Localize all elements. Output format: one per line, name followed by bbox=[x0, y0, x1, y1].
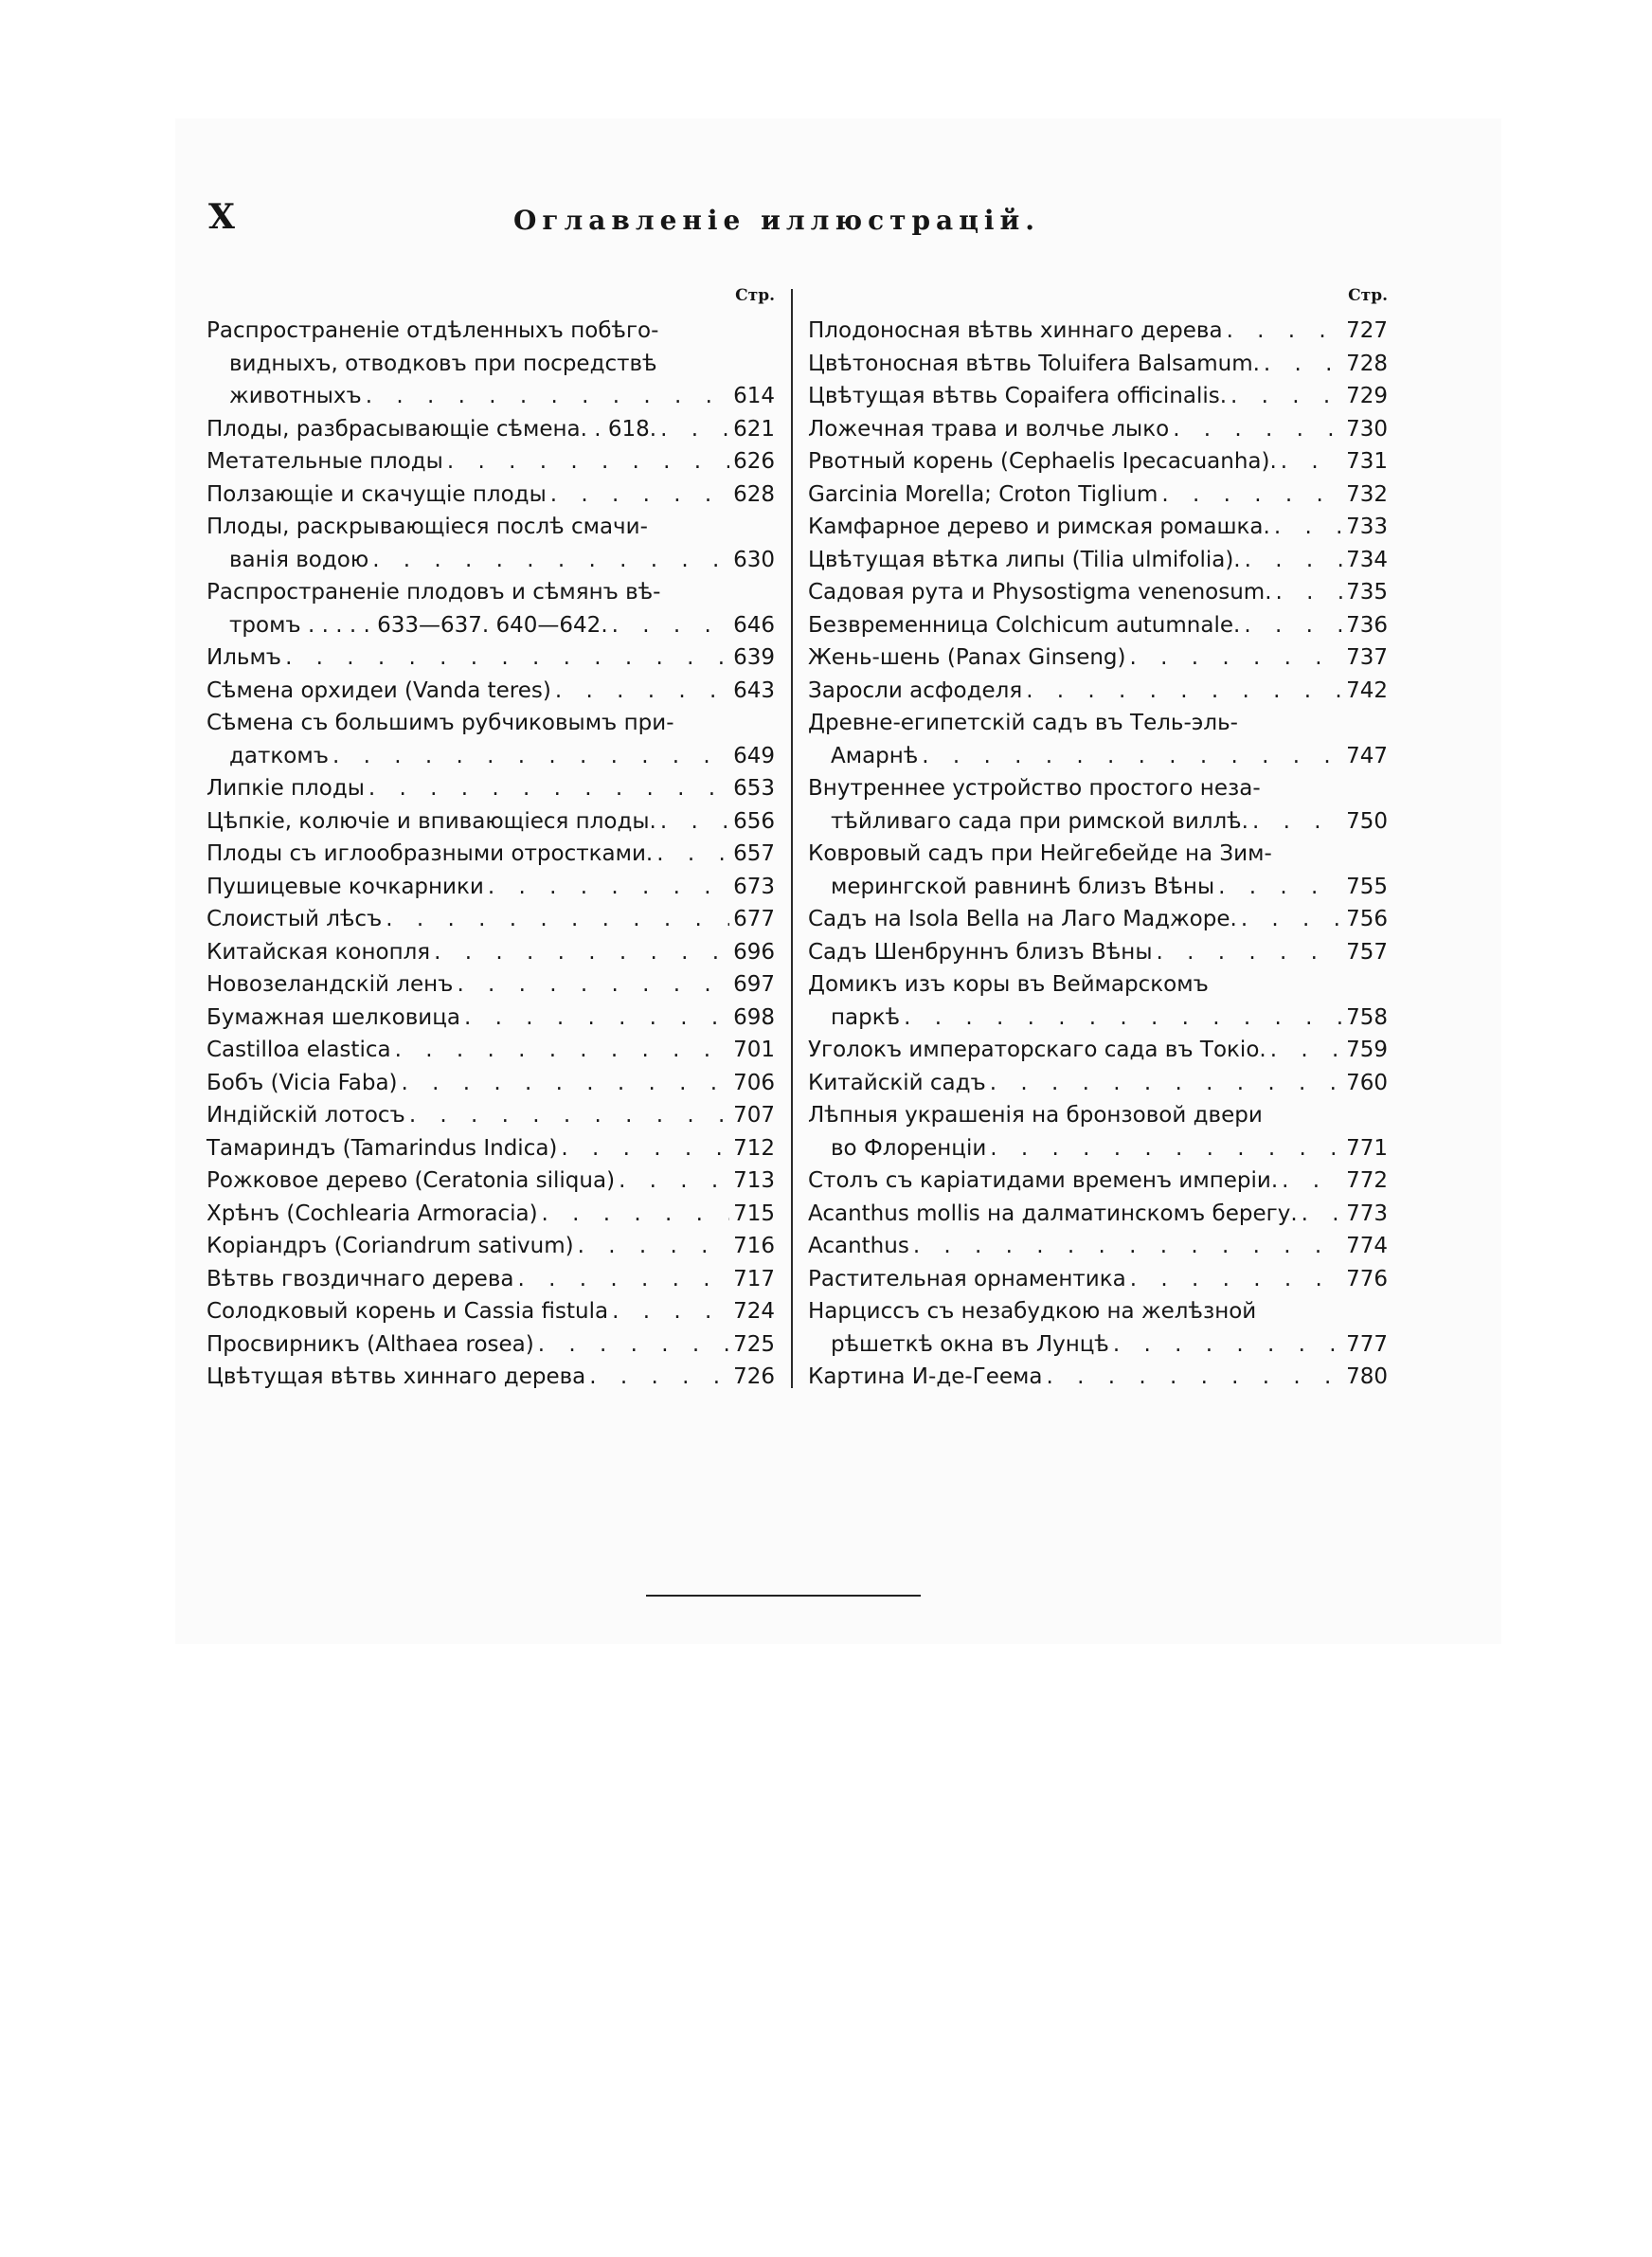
entry-page: 628 bbox=[733, 481, 775, 507]
toc-entry bbox=[206, 707, 775, 772]
dot-leader bbox=[453, 968, 729, 1002]
toc-entry bbox=[808, 348, 1388, 381]
dot-leader bbox=[534, 1328, 729, 1362]
dot-leader bbox=[329, 740, 729, 773]
dot-leader bbox=[1248, 805, 1342, 839]
entry-last-line bbox=[206, 1230, 775, 1263]
entry-text-line: Домикъ изъ коры въ Веймарскомъ bbox=[808, 972, 1209, 997]
page-header bbox=[208, 197, 1383, 254]
toc-entry bbox=[808, 1198, 1388, 1231]
dot-leader bbox=[1126, 1263, 1342, 1296]
toc-entry bbox=[206, 1295, 775, 1328]
entry-page: 712 bbox=[733, 1135, 775, 1161]
toc-entry bbox=[808, 544, 1388, 577]
toc-entry bbox=[808, 707, 1388, 772]
dot-leader bbox=[1298, 1198, 1342, 1231]
entry-last-line bbox=[206, 1034, 775, 1067]
toc-entry bbox=[808, 838, 1388, 903]
entry-page: 698 bbox=[733, 1004, 775, 1030]
dot-leader bbox=[398, 1067, 729, 1100]
entry-title: Уголокъ императорскаго сада въ Токіо. bbox=[808, 1038, 1266, 1062]
toc-entry bbox=[206, 478, 775, 512]
dot-leader bbox=[391, 1034, 729, 1067]
toc-entry bbox=[206, 1002, 775, 1035]
dot-leader bbox=[608, 1295, 729, 1328]
dot-leader bbox=[909, 1230, 1342, 1263]
entry-last-line bbox=[206, 871, 775, 904]
entry-title: животныхъ bbox=[229, 384, 362, 408]
entry-last-line bbox=[206, 445, 775, 478]
entry-last-line bbox=[206, 609, 775, 642]
entry-page: 729 bbox=[1346, 384, 1388, 408]
entry-title: Жень-шень (Panax Ginseng) bbox=[808, 645, 1126, 670]
dot-leader bbox=[538, 1198, 729, 1231]
entry-title: во Флоренціи bbox=[831, 1135, 987, 1161]
toc-entry bbox=[808, 576, 1388, 609]
entry-last-line bbox=[808, 805, 1388, 839]
toc-entry bbox=[206, 445, 775, 478]
toc-entry bbox=[808, 675, 1388, 708]
toc-entry bbox=[206, 903, 775, 936]
toc-entry bbox=[808, 968, 1388, 1034]
entry-title: Ложечная трава и волчье лыко bbox=[808, 416, 1170, 442]
entry-text-line: видныхъ, отводковъ при посредствѣ bbox=[229, 351, 657, 376]
entry-title: Садъ Шенбруннъ близъ Вѣны bbox=[808, 939, 1153, 965]
page-number: X bbox=[208, 197, 235, 237]
toc-entry bbox=[206, 641, 775, 675]
entry-last-line bbox=[808, 511, 1388, 544]
toc-entry bbox=[206, 576, 775, 641]
entry-title: Плоды съ иглообразными отростками. bbox=[206, 841, 654, 866]
entry-last-line bbox=[206, 740, 775, 773]
toc-entry bbox=[808, 1230, 1388, 1263]
entry-text-line: Сѣмена съ большимъ рубчиковымъ при- bbox=[206, 711, 674, 735]
toc-entry bbox=[206, 1165, 775, 1198]
dot-leader bbox=[1158, 478, 1342, 512]
entry-page: 649 bbox=[733, 743, 775, 768]
entry-page: 701 bbox=[733, 1038, 775, 1062]
toc-entry bbox=[206, 1198, 775, 1231]
dot-leader bbox=[1277, 445, 1342, 478]
entry-title: Солодковый корень и Cassia fistula bbox=[206, 1299, 609, 1324]
dot-leader bbox=[585, 1361, 729, 1394]
entry-page: 697 bbox=[733, 972, 775, 997]
entry-title: Цвѣтущая вѣтвь Copaifera officinalis. bbox=[808, 384, 1228, 408]
entry-page: 776 bbox=[1346, 1266, 1388, 1291]
entry-title: мерингской равнинѣ близъ Вѣны bbox=[831, 874, 1215, 899]
entry-title: Garcinia Morella; Croton Tiglium bbox=[808, 481, 1158, 507]
entry-last-line bbox=[808, 478, 1388, 512]
entry-page: 717 bbox=[733, 1266, 775, 1291]
dot-leader bbox=[1241, 544, 1342, 577]
entry-last-line bbox=[206, 544, 775, 577]
entry-title: ванія водою bbox=[229, 547, 369, 572]
entry-last-line bbox=[206, 1132, 775, 1165]
entry-title: Рожковое дерево (Ceratonia siliqua) bbox=[206, 1168, 616, 1193]
entry-page: 757 bbox=[1346, 939, 1388, 965]
toc-entry bbox=[808, 445, 1388, 478]
entry-page: 756 bbox=[1346, 907, 1388, 931]
entry-last-line bbox=[808, 903, 1388, 936]
entry-last-line bbox=[808, 1328, 1388, 1362]
toc-entry bbox=[808, 903, 1388, 936]
toc-entry bbox=[808, 1099, 1388, 1165]
column-divider bbox=[791, 289, 793, 1388]
entry-last-line bbox=[808, 936, 1388, 969]
toc-entry bbox=[808, 478, 1388, 512]
entry-text-line: Плоды, раскрывающіеся послѣ смачи- bbox=[206, 515, 648, 539]
entry-page: 728 bbox=[1346, 351, 1388, 376]
left-column bbox=[206, 286, 775, 1394]
entry-page: 726 bbox=[733, 1364, 775, 1389]
entry-page: 630 bbox=[733, 547, 775, 572]
toc-entry bbox=[808, 413, 1388, 446]
entry-page: 759 bbox=[1346, 1038, 1388, 1062]
entry-page: 639 bbox=[733, 645, 775, 670]
dot-leader bbox=[1272, 576, 1342, 609]
toc-entry bbox=[808, 772, 1388, 838]
dot-leader bbox=[656, 805, 729, 839]
entry-title: даткомъ bbox=[229, 743, 329, 768]
dot-leader bbox=[986, 1132, 1342, 1165]
dot-leader bbox=[615, 1165, 729, 1198]
entry-page: 734 bbox=[1346, 547, 1388, 572]
entry-page: 760 bbox=[1346, 1070, 1388, 1095]
entry-page: 731 bbox=[1346, 449, 1388, 474]
toc-entry bbox=[206, 838, 775, 871]
toc-entry bbox=[206, 1230, 775, 1263]
entry-last-line bbox=[206, 968, 775, 1002]
dot-leader bbox=[1126, 641, 1343, 675]
toc-entry bbox=[808, 1034, 1388, 1067]
entry-last-line bbox=[206, 838, 775, 871]
entry-page: 656 bbox=[733, 808, 775, 834]
dot-leader bbox=[1042, 1361, 1342, 1394]
toc-entry bbox=[808, 380, 1388, 413]
entry-last-line bbox=[206, 772, 775, 805]
entry-last-line bbox=[808, 609, 1388, 642]
entry-last-line bbox=[808, 348, 1388, 381]
entry-title: Рвотный корень (Cephaelis Ipecacuanha). bbox=[808, 449, 1277, 474]
entry-page: 772 bbox=[1346, 1168, 1388, 1193]
entry-last-line bbox=[206, 1361, 775, 1394]
entry-title: Метательные плоды bbox=[206, 449, 443, 474]
toc-entry bbox=[206, 936, 775, 969]
entry-last-line bbox=[808, 445, 1388, 478]
entry-title: рѣшеткѣ окна въ Лунцѣ bbox=[831, 1331, 1109, 1357]
dot-leader bbox=[513, 1263, 729, 1296]
dot-leader bbox=[1214, 871, 1342, 904]
entry-page: 614 bbox=[733, 384, 775, 408]
dot-leader bbox=[1223, 315, 1342, 348]
entry-last-line bbox=[206, 675, 775, 708]
entry-text-line: Нарциссъ съ незабудкою на желѣзной bbox=[808, 1299, 1257, 1324]
toc-entry bbox=[206, 1263, 775, 1296]
entry-last-line bbox=[808, 675, 1388, 708]
dot-leader bbox=[1227, 380, 1342, 413]
dot-leader bbox=[1240, 609, 1342, 642]
entry-title: Безвременница Colchicum autumnale. bbox=[808, 612, 1241, 638]
column-page-label: Стр. bbox=[735, 286, 775, 305]
dot-leader bbox=[1109, 1328, 1342, 1362]
toc-entry bbox=[206, 1034, 775, 1067]
entry-page: 713 bbox=[733, 1168, 775, 1193]
entry-title: Амарнѣ bbox=[831, 743, 919, 768]
entry-title: Тамариндъ (Tamarindus Indica) bbox=[206, 1135, 558, 1161]
entry-text-line: Распространеніе плодовъ и сѣмянъ вѣ- bbox=[206, 580, 661, 605]
entry-page: 724 bbox=[733, 1299, 775, 1324]
entry-text-line: Ковровый садъ при Нейгебейде на Зим- bbox=[808, 841, 1272, 866]
page-title: Оглавленіе иллюстрацій. bbox=[512, 205, 1041, 236]
entry-title: Растительная орнаментика bbox=[808, 1266, 1126, 1291]
entry-page: 774 bbox=[1346, 1234, 1388, 1258]
entry-last-line bbox=[808, 576, 1388, 609]
entry-page: 673 bbox=[733, 874, 775, 899]
entry-title: Acanthus mollis на далматинскомъ берегу. bbox=[808, 1201, 1298, 1226]
entry-last-line bbox=[808, 1034, 1388, 1067]
entry-last-line bbox=[808, 1263, 1388, 1296]
entry-page: 777 bbox=[1346, 1331, 1388, 1357]
toc-entry bbox=[808, 511, 1388, 544]
entry-last-line bbox=[206, 936, 775, 969]
entry-text-line: Лѣпныя украшенія на бронзовой двери bbox=[808, 1103, 1263, 1128]
entry-page: 773 bbox=[1346, 1201, 1388, 1226]
closing-rule bbox=[646, 1595, 921, 1597]
toc-entry bbox=[206, 968, 775, 1002]
entry-page: 730 bbox=[1346, 416, 1388, 442]
entry-page: 696 bbox=[733, 939, 775, 965]
entry-last-line bbox=[808, 1198, 1388, 1231]
dot-leader bbox=[1270, 511, 1342, 544]
dot-leader bbox=[1278, 1165, 1342, 1198]
entry-title: Новозеландскій ленъ bbox=[206, 972, 454, 997]
entry-page: 747 bbox=[1346, 743, 1388, 768]
toc-entry bbox=[206, 413, 775, 446]
entry-title: Пушицевые кочкарники bbox=[206, 874, 484, 899]
toc-entry bbox=[206, 675, 775, 708]
toc-entry bbox=[206, 1328, 775, 1362]
entry-page: 780 bbox=[1346, 1364, 1388, 1389]
toc-entry bbox=[808, 1295, 1388, 1361]
entry-title: Садъ на Isola Bella на Лаго Маджоре. bbox=[808, 907, 1237, 931]
entry-page: 750 bbox=[1346, 808, 1388, 834]
dot-leader bbox=[1237, 903, 1342, 936]
entry-title: Заросли асфоделя bbox=[808, 677, 1023, 703]
entry-page: 755 bbox=[1346, 874, 1388, 899]
toc-entry bbox=[808, 1263, 1388, 1296]
entry-page: 621 bbox=[733, 416, 775, 442]
dot-leader bbox=[362, 380, 729, 413]
entry-title: Ползающіе и скачущіе плоды bbox=[206, 481, 547, 507]
entry-last-line bbox=[808, 1361, 1388, 1394]
entry-last-line bbox=[206, 1002, 775, 1035]
dot-leader bbox=[656, 413, 729, 446]
entry-title: Бобъ (Vicia Faba) bbox=[206, 1070, 398, 1095]
dot-leader bbox=[484, 871, 729, 904]
dot-leader bbox=[900, 1002, 1342, 1035]
left-entries bbox=[206, 315, 775, 1394]
entry-title: Садовая рута и Physostigma venenosum. bbox=[808, 580, 1272, 605]
entry-title: Камфарное дерево и римская ромашка. bbox=[808, 515, 1270, 539]
dot-leader bbox=[1153, 936, 1343, 969]
toc-entry bbox=[808, 641, 1388, 675]
entry-page: 707 bbox=[733, 1103, 775, 1128]
column-page-label: Стр. bbox=[1348, 286, 1388, 305]
dot-leader bbox=[368, 544, 729, 577]
entry-last-line bbox=[206, 478, 775, 512]
dot-leader bbox=[281, 641, 729, 675]
toc-entry bbox=[808, 315, 1388, 348]
entry-last-line bbox=[206, 805, 775, 839]
entry-title: Столъ съ каріатидами временъ имперіи. bbox=[808, 1168, 1279, 1193]
entry-title: Индійскій лотосъ bbox=[206, 1103, 405, 1128]
toc-entry bbox=[808, 936, 1388, 969]
entry-page: 727 bbox=[1346, 318, 1388, 343]
dot-leader bbox=[1266, 1034, 1342, 1067]
entry-last-line bbox=[808, 544, 1388, 577]
entry-page: 742 bbox=[1346, 677, 1388, 703]
entry-last-line bbox=[206, 1263, 775, 1296]
entry-page: 725 bbox=[733, 1331, 775, 1357]
entry-title: Хрѣнъ (Cochlearia Armoracia) bbox=[206, 1201, 538, 1226]
entry-text-line: Распространеніе отдѣленныхъ побѣго- bbox=[206, 318, 659, 343]
entry-title: Слоистый лѣсъ bbox=[206, 907, 383, 931]
entry-title: Цвѣтущая вѣтвь хиннаго дерева bbox=[206, 1364, 586, 1389]
toc-entry bbox=[206, 1361, 775, 1394]
entry-title: Цвѣтущая вѣтка липы (Tilia ulmifolia). bbox=[808, 547, 1241, 572]
entry-page: 771 bbox=[1346, 1135, 1388, 1161]
dot-leader bbox=[443, 445, 729, 478]
dot-leader bbox=[608, 609, 729, 642]
entry-text-line: Внутреннее устройство простого неза- bbox=[808, 776, 1261, 801]
dot-leader bbox=[986, 1067, 1342, 1100]
entry-last-line bbox=[206, 1328, 775, 1362]
entry-last-line bbox=[808, 641, 1388, 675]
entry-text-line: Древне-египетскій садъ въ Тель-эль- bbox=[808, 711, 1238, 735]
dot-leader bbox=[547, 478, 729, 512]
toc-entry bbox=[206, 1099, 775, 1132]
toc-entry bbox=[808, 1067, 1388, 1100]
entry-last-line bbox=[808, 1165, 1388, 1198]
entry-title: Цвѣтоносная вѣтвь Toluifera Balsamum. bbox=[808, 351, 1260, 376]
dot-leader bbox=[918, 740, 1342, 773]
toc-entry bbox=[206, 1067, 775, 1100]
entry-title: Коріандръ (Coriandrum sativum) bbox=[206, 1234, 574, 1258]
entry-page: 646 bbox=[733, 612, 775, 638]
entry-title: тѣйливаго сада при римской виллѣ. bbox=[831, 808, 1248, 834]
right-column bbox=[808, 286, 1388, 1394]
entry-title: Цѣпкіе, колючіе и впивающіеся плоды. bbox=[206, 808, 656, 834]
entry-title: Вѣтвь гвоздичнаго дерева bbox=[206, 1266, 514, 1291]
entry-last-line bbox=[206, 1295, 775, 1328]
entry-page: 643 bbox=[733, 677, 775, 703]
right-entries bbox=[808, 315, 1388, 1394]
entry-last-line bbox=[206, 380, 775, 413]
dot-leader bbox=[653, 838, 729, 871]
entry-title: Китайскій садъ bbox=[808, 1070, 986, 1095]
entry-page: 657 bbox=[733, 841, 775, 866]
dot-leader bbox=[574, 1230, 729, 1263]
dot-leader bbox=[551, 675, 729, 708]
toc-entry bbox=[808, 609, 1388, 642]
entry-page: 732 bbox=[1346, 481, 1388, 507]
entry-last-line bbox=[808, 871, 1388, 904]
dot-leader bbox=[1169, 413, 1342, 446]
entry-page: 653 bbox=[733, 776, 775, 801]
toc-entry bbox=[206, 315, 775, 413]
dot-leader bbox=[1260, 348, 1342, 381]
entry-title: Бумажная шелковица bbox=[206, 1004, 460, 1030]
entry-page: 706 bbox=[733, 1070, 775, 1095]
entry-last-line bbox=[808, 740, 1388, 773]
entry-page: 736 bbox=[1346, 612, 1388, 638]
entry-last-line bbox=[206, 1099, 775, 1132]
dot-leader bbox=[382, 903, 729, 936]
entry-last-line bbox=[808, 1002, 1388, 1035]
entry-title: Китайская конопля bbox=[206, 939, 431, 965]
entry-title: Плоды, разбрасывающіе сѣмена. . 618. bbox=[206, 416, 657, 442]
entry-last-line bbox=[206, 1198, 775, 1231]
entry-last-line bbox=[808, 315, 1388, 348]
entry-page: 626 bbox=[733, 449, 775, 474]
entry-title: паркѣ bbox=[831, 1004, 901, 1030]
entry-last-line bbox=[206, 1165, 775, 1198]
entry-last-line bbox=[206, 1067, 775, 1100]
toc-entry bbox=[808, 1361, 1388, 1394]
entry-title: Сѣмена орхидеи (Vanda teres) bbox=[206, 677, 551, 703]
entry-last-line bbox=[808, 413, 1388, 446]
entry-title: Castilloa elastica bbox=[206, 1038, 391, 1062]
entry-title: Ильмъ bbox=[206, 645, 282, 670]
entry-title: Картина И-де-Геема bbox=[808, 1364, 1043, 1389]
entry-title: Просвирникъ (Althaea rosea) bbox=[206, 1331, 534, 1357]
toc-entry bbox=[206, 511, 775, 576]
dot-leader bbox=[365, 772, 729, 805]
dot-leader bbox=[405, 1099, 729, 1132]
entry-last-line bbox=[808, 1067, 1388, 1100]
entry-page: 737 bbox=[1346, 645, 1388, 670]
toc-entry bbox=[206, 772, 775, 805]
entry-page: 677 bbox=[733, 907, 775, 931]
dot-leader bbox=[460, 1002, 729, 1035]
entry-page: 735 bbox=[1346, 580, 1388, 605]
entry-page: 715 bbox=[733, 1201, 775, 1226]
entry-page: 716 bbox=[733, 1234, 775, 1258]
entry-title: Плодоносная вѣтвь хиннаго дерева bbox=[808, 318, 1223, 343]
toc-entry bbox=[206, 1132, 775, 1165]
toc-entry bbox=[206, 871, 775, 904]
toc-entry bbox=[206, 805, 775, 839]
entry-last-line bbox=[808, 1230, 1388, 1263]
dot-leader bbox=[430, 936, 729, 969]
dot-leader bbox=[1022, 675, 1342, 708]
dot-leader bbox=[557, 1132, 729, 1165]
entry-last-line bbox=[808, 380, 1388, 413]
entry-title: Acanthus bbox=[808, 1234, 909, 1258]
toc-entry bbox=[808, 1165, 1388, 1198]
entry-last-line bbox=[206, 413, 775, 446]
entry-last-line bbox=[206, 641, 775, 675]
entry-title: тромъ . . . . . 633—637. 640—642. bbox=[229, 612, 608, 638]
entry-page: 733 bbox=[1346, 515, 1388, 539]
entry-last-line bbox=[206, 903, 775, 936]
entry-page: 758 bbox=[1346, 1004, 1388, 1030]
entry-title: Липкіе плоды bbox=[206, 776, 365, 801]
entry-last-line bbox=[808, 1132, 1388, 1165]
